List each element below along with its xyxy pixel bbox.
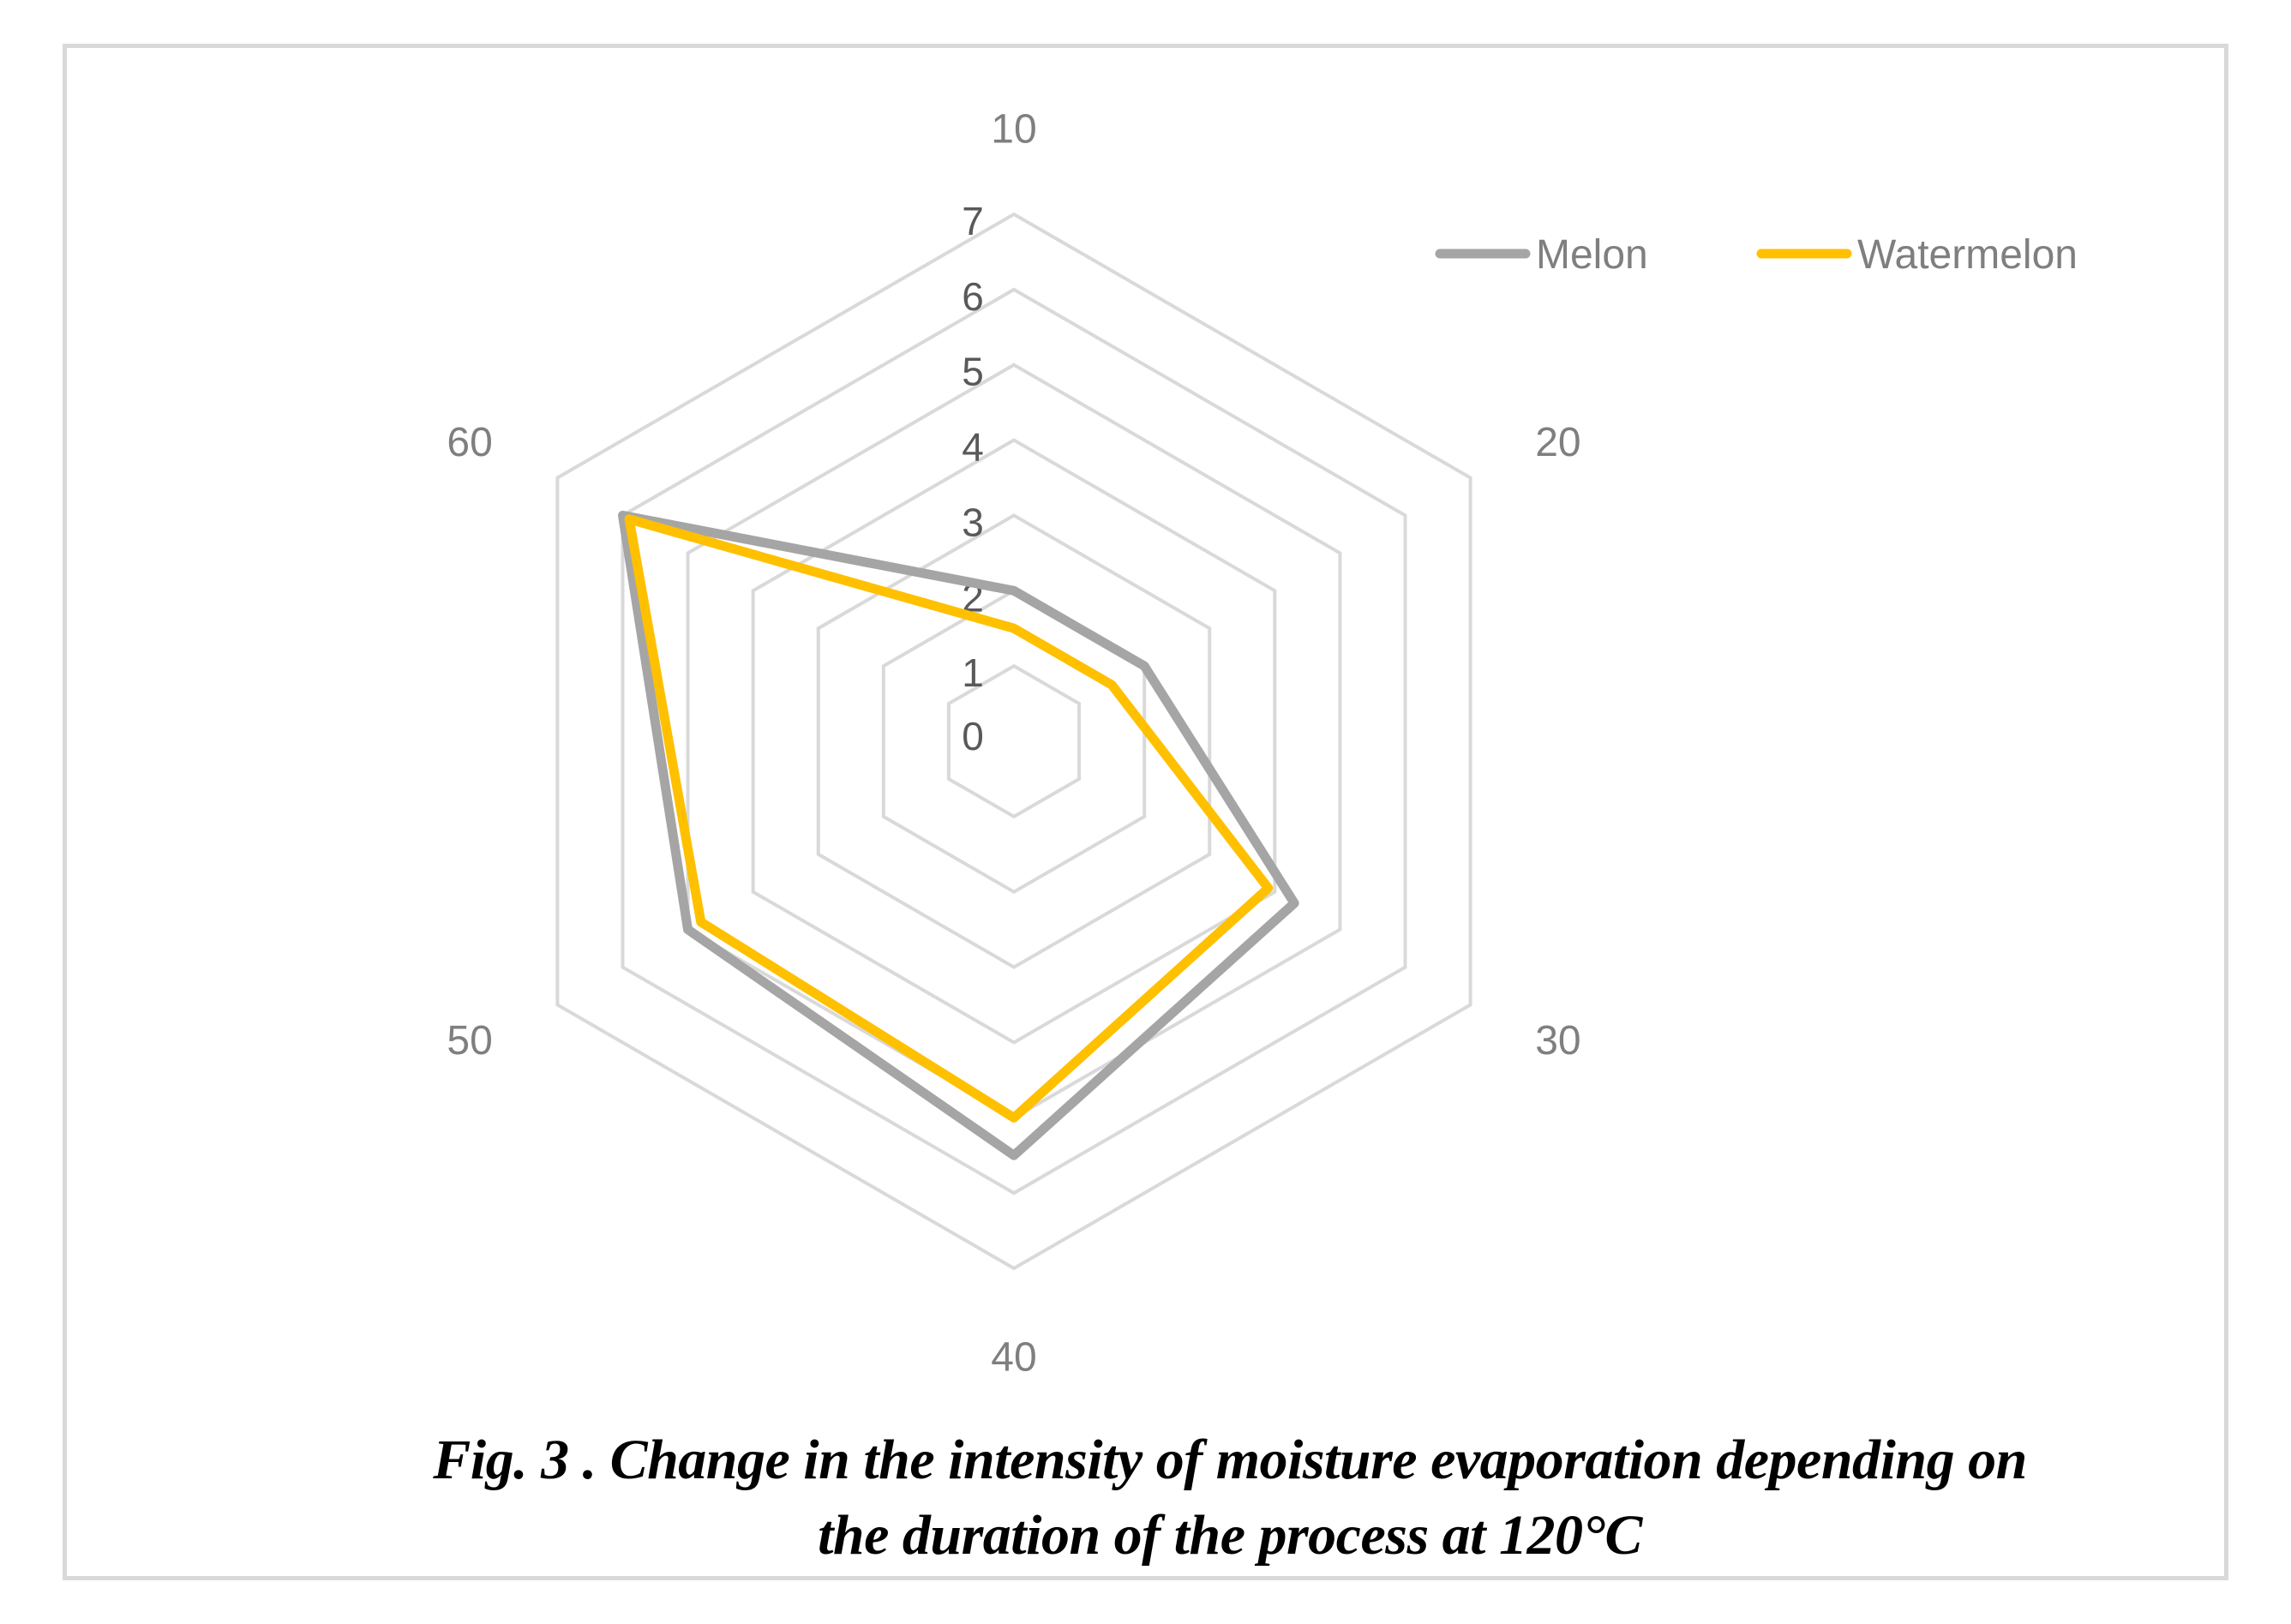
grid-ring-2 bbox=[884, 590, 1144, 891]
radial-tick-label: 6 bbox=[962, 273, 984, 319]
radial-tick-label: 2 bbox=[962, 575, 984, 620]
radial-tick-labels bbox=[962, 199, 984, 758]
grid-ring-7 bbox=[557, 214, 1470, 1268]
radial-tick-label: 1 bbox=[962, 650, 984, 696]
caption-line-2: the duration of the process at 120°C bbox=[818, 1504, 1642, 1567]
radial-tick-label: 0 bbox=[962, 714, 984, 758]
figure-caption bbox=[377, 1423, 2083, 1573]
legend-label-melon: Melon bbox=[1536, 232, 1648, 278]
radial-tick-label: 4 bbox=[962, 424, 984, 470]
category-label: 20 bbox=[1535, 419, 1581, 465]
radial-tick-label: 3 bbox=[962, 500, 984, 545]
legend bbox=[1440, 232, 2078, 278]
category-label: 50 bbox=[447, 1018, 493, 1064]
grid-ring-5 bbox=[688, 365, 1340, 1118]
radar-series bbox=[622, 515, 1294, 1155]
category-label: 60 bbox=[447, 419, 493, 465]
category-labels bbox=[447, 107, 1580, 1381]
radial-tick-label: 5 bbox=[962, 349, 984, 394]
radial-tick-label: 7 bbox=[962, 199, 984, 243]
category-label: 10 bbox=[991, 106, 1037, 153]
radar-grid bbox=[557, 214, 1470, 1268]
legend-label-watermelon: Watermelon bbox=[1857, 232, 2078, 278]
category-label: 40 bbox=[991, 1334, 1037, 1381]
grid-ring-6 bbox=[622, 290, 1405, 1193]
category-label: 30 bbox=[1535, 1018, 1581, 1064]
caption-line-1: Fig. 3 . Change in the intensity of moisture evaporation depending on bbox=[433, 1429, 2027, 1491]
